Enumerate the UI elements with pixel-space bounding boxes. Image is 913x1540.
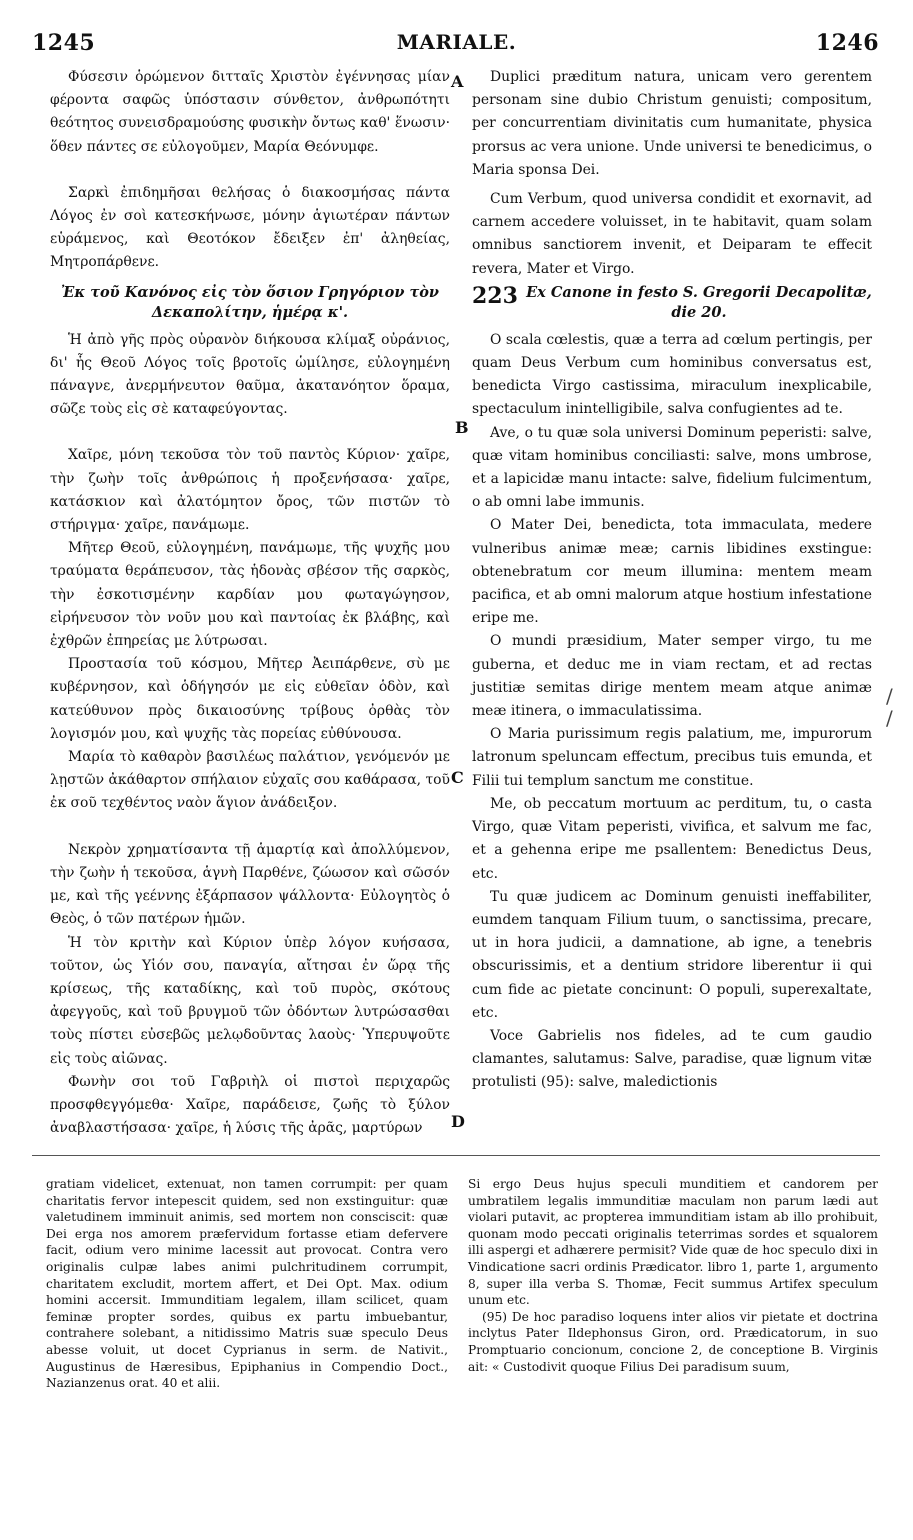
latin-paragraph: O scala cœlestis, quæ a terra ad cœlum pertingis, per quam Deus Verbum cum hominibus conversatus est, benedicta Virgo castissima, miraculum inexplicabile, spectaculum inintelligibile, salva confugientes ad te.	[472, 331, 872, 418]
greek-paragraph: Φωνὴν σοι τοῦ Γαβριὴλ οἱ πιστοὶ περιχαρῶς προσφθεγγόμεθα· Χαῖρε, παράδεισε, ζωῆς τὸ ξύλον ἀναβλαστήσασα· χαῖρε, ἡ λύσις τῆς ἀρᾶς, μαρτύρων	[50, 1073, 450, 1137]
greek-column	[50, 66, 450, 1140]
margin-marker-c: C	[451, 768, 464, 787]
greek-paragraph: Ἡ τὸν κριτὴν καὶ Κύριον ὑπὲρ λόγον κυήσασα, τοῦτον, ὡς Υἱόν σου, παναγία, αἴτησαι ἐν ὥρᾳ τῆς κρίσεως, τῆς καταδίκης, καὶ τοῦ πυρὸς, σκότους ἀφεγγοῦς, καὶ τοῦ βρυγμοῦ τῶν ὀδόντων λυτρώσασθαι τοὺς πίστει εὐσεβῶς μελῳδοῦντας λαοὺς· Ὑπερυψοῦτε εἰς τοὺς αἰῶνας.	[50, 934, 450, 1067]
margin-mark: /	[886, 684, 893, 708]
margin-marker-b: B	[455, 418, 469, 437]
greek-section-title: Ἐκ τοῦ Κανόνος εἰς τὸν ὅσιον Γρηγόριον τὸν Δεκαπολίτην, ἡμέρᾳ κ'.	[61, 283, 439, 321]
running-title: MARIALE.	[396, 30, 517, 54]
greek-paragraph: Χαῖρε, μόνη τεκοῦσα τὸν τοῦ παντὸς Κύριον· χαῖρε, τὴν ζωὴν τοῖς ἀνθρώποις ἡ προξενήσασα· χαῖρε, κατάσκιον καὶ ἀλατόμητον ὄρος, τῶν πιστῶν τὸ στήριγμα· χαῖρε, πανάμωμε.	[50, 447, 450, 534]
footnote-divider	[32, 1155, 880, 1156]
greek-paragraph: Μῆτερ Θεοῦ, εὐλογημένη, πανάμωμε, τῆς ψυχῆς μου τραύματα θεράπευσον, τὰς ἡδονὰς σβέσον τῆς σαρκὸς, τὴν ἐσκοτισμένην καρδίαν μου φωταγώγησον, εἰρήνευσον τὸν νοῦν μου καὶ παντοίας ἐκ βλάβης, καὶ ἐχθρῶν ἐπηρείας με λύτρωσαι.	[50, 540, 450, 650]
footnote-paragraph: gratiam videlicet, extenuat, non tamen corrumpit: per quam charitatis fervor intepescit quidem, sed non exstinguitur: quæ valetudinem imminuit animis, sed mortem non consciscit: quæ Dei erga nos amorem præfervidum fortasse etiam defervere facit, odium vero minime lacessit aut provocat. Contra vero originalis culpæ labes animi pulchritudinem corrumpit, charitatem excludit, mortem affert, et Dei Opt. Max. odium homini accersit. Immunditiam legalem, illam scilicet, quam feminæ propter sordes, quibus ex partu imbuebantur, contrahere solebant, a nitidissimo Matris suæ speculo Deus abesse voluit, ut docet Cyprianus in serm. de Nativit., Augustinus de Hæresibus, Epiphanius in Compendio Doct., Nazianzenus orat. 40 et alii.	[46, 1177, 448, 1391]
margin-marker-d: D	[451, 1112, 465, 1131]
latin-paragraph: Tu quæ judicem ac Dominum genuisti ineffabiliter, eumdem tanquam Filium tuum, o sanctissima, precare, ut in hora judicii, a damnatione, ab igne, a tenebris obscurissimis, et a dentium stridore liberentur ii qui cum fide ac pietate concinunt: O populi, superexaltate, etc.	[472, 888, 872, 1021]
latin-paragraph: Voce Gabrielis nos fideles, ad te cum gaudio clamantes, salutamus: Salve, paradise, quæ lignum vitæ protulisti (95): salve, maledictionis	[472, 1027, 872, 1091]
latin-paragraph: Cum Verbum, quod universa condidit et exornavit, ad carnem accedere voluisset, in te habitavit, quam solam omnibus sanctiorem invenit, et Deiparam te effecit revera, Mater et Virgo.	[472, 191, 872, 277]
footnote-paragraph: (95) De hoc paradiso loquens inter alios vir pietate et doctrina inclytus Pater Ildephonsus Giron, ord. Prædicatorum, in suo Promptuario concionum, concione 2, de conceptione B. Virginis ait: « Custodivit quoque Filius Dei paradisum suum,	[468, 1309, 878, 1374]
latin-paragraph: Duplici præditum natura, unicam vero gerentem personam sine dubio Christum genuisti; compositum, per concurrentiam divinitatis cum humanitate, physica prorsus ac vera unione. Unde universi te benedicimus, o Maria sponsa Dei.	[472, 69, 872, 178]
greek-paragraph: Προστασία τοῦ κόσμου, Μῆτερ Ἀειπάρθενε, σὺ με κυβέρνησον, καὶ ὁδήγησόν με εἰς εὐθεῖαν ὁδὸν, καὶ κατεύθυνον πρὸς δικαιοσύνης τρίβους ὀρθὰς τὸν λογισμόν μου, καὶ ψυχῆς τὰς πορείας εὐθύνουσα.	[50, 656, 450, 742]
latin-paragraph: O Maria purissimum regis palatium, me, impurorum latronum speluncam effectum, precibus tuis emunda, et Filii tui templum sanctum me constitue.	[472, 726, 872, 789]
latin-column	[472, 66, 872, 1095]
section-number: 223	[472, 282, 518, 309]
greek-paragraph: Σαρκὶ ἐπιδημῆσαι θελήσας ὁ διακοσμήσας πάντα Λόγος ἐν σοὶ κατεσκήνωσε, μόνην ἁγιωτέραν πάντων εὑράμενος, καὶ Θεοτόκον ἔδειξεν ἐπ' ἀληθείας, Μητροπάρθενε.	[50, 184, 450, 271]
left-page-number: 1245	[32, 30, 96, 56]
greek-paragraph: Μαρία τὸ καθαρὸν βασιλέως παλάτιον, γενόμενόν με λῃστῶν ἀκάθαρτον σπήλαιον εὐχαῖς σου καθάρασα, τοῦ ἐκ σοῦ τεχθέντος ναὸν ἅγιον ἀνάδειξον.	[50, 749, 450, 812]
latin-section-heading	[472, 283, 872, 323]
footnote-paragraph: Si ergo Deus hujus speculi munditiem et candorem per umbratilem legalis immunditiæ maculam non parum lædi aut violari putavit, ac propterea immunditiam istam ab illo prohibuit, quonam modo peccati originalis teterrimas sordes et squalorem illi aspergi et adhærere permisit? Vide quæ de hoc speculo dixi in Vindicatione sacri ordinis Prædicator. libro 1, parte 1, argumento 8, super illa verba S. Thomæ, Fecit summus Artifex speculum unum etc.	[468, 1177, 878, 1308]
greek-paragraph: Ἡ ἀπὸ γῆς πρὸς οὐρανὸν διήκουσα κλίμαξ οὐράνιος, δι' ἧς Θεοῦ Λόγος τοῖς βροτοῖς ὡμίλησε, εὐλογημένη πάναγνε, ἀνερμήνευτον θαῦμα, ἀκατανόητον ὅραμα, σῶζε τοὺς εἰς σὲ καταφεύγοντας.	[50, 331, 450, 418]
latin-paragraph: O Mater Dei, benedicta, tota immaculata, medere vulneribus animæ meæ; carnis libidines exstingue: obtenebratum cor meum illumina: mentem meam pacifica, et ab omni malorum atque hostium infestatione eripe me.	[472, 517, 872, 627]
footnote-left-column	[46, 1176, 448, 1392]
margin-mark: /	[886, 706, 893, 730]
latin-section-title: Ex Canone in festo S. Gregorii Decapolitæ, die 20.	[526, 283, 872, 321]
latin-paragraph: Me, ob peccatum mortuum ac perditum, tu, o casta Virgo, quæ Vitam peperisti, vivifica, et salvum me fac, et a gehenna eripe me psallentem: Benedictus Deus, etc.	[472, 795, 872, 882]
latin-paragraph: O mundi præsidium, Mater semper virgo, tu me guberna, et deduc me in viam rectam, et ad rectas justitiæ semitas dirige mentem meam atque animæ meæ itinera, o immaculatissima.	[472, 633, 872, 720]
greek-paragraph: Νεκρὸν χρηματίσαντα τῇ ἁμαρτίᾳ καὶ ἀπολλύμενον, τὴν ζωὴν ἡ τεκοῦσα, ἁγνὴ Παρθένε, ζώωσον καὶ σῶσόν με, καὶ τῆς γεέννης ἐξάρπασον ψάλλοντα· Εὐλογητὸς ὁ Θεὸς, ὁ τῶν πατέρων ἡμῶν.	[50, 841, 450, 928]
greek-paragraph: Φύσεσιν ὁρώμενον διτταῖς Χριστὸν ἐγέννησας μίαν φέροντα σαφῶς ὑπόστασιν σύνθετον, ἀνθρωπότητι θεότητος συνεισδραμούσης φυσικὴν ὄντως καθ' ἕνωσιν· ὅθεν πάντες σε εὐλογοῦμεν, Μαρία Θεόνυμφε.	[50, 69, 450, 155]
latin-paragraph: Ave, o tu quæ sola universi Dominum peperisti: salve, quæ vitam hominibus conciliasti: salve, mons umbrose, et a lapicidæ manu intacte: salve, fidelium fulcimentum, o ab omni labe immunis.	[472, 424, 872, 511]
margin-marker-a: A	[451, 72, 464, 91]
footnote-right-column	[468, 1176, 878, 1375]
right-page-number: 1246	[815, 30, 879, 56]
